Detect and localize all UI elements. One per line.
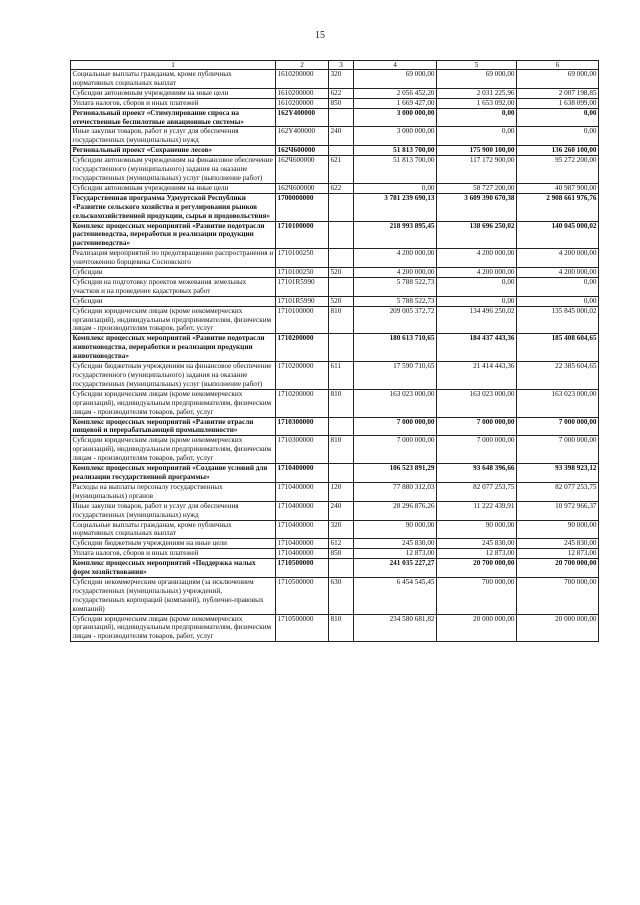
- amount-cell-col5: 184 437 443,36: [437, 334, 517, 362]
- amount-cell-col4: 3 781 239 690,13: [354, 193, 437, 221]
- row-name-cell: Государственная программа Удмуртской Республики «Развитие сельского хозяйства и регулирования рынков сельскохозяйственной продукции, сырья и продовольствия»: [71, 193, 276, 221]
- amount-cell-col4: 163 023 000,00: [354, 389, 437, 417]
- row-name-cell: Социальные выплаты гражданам, кроме публичных нормативных социальных выплат: [71, 520, 276, 539]
- expense-type-cell: 120: [329, 482, 354, 501]
- row-name-cell: Субсидии бюджетным учреждениям на финансовое обеспечение государственного (муниципального) задания на оказание государственных (муниципальных) услуг (выполнение работ): [71, 362, 276, 390]
- amount-cell-col5: 175 900 100,00: [437, 146, 517, 156]
- table-row: [71, 577, 599, 614]
- amount-cell-col5: 12 873,00: [437, 549, 517, 559]
- target-code-cell: 1710400000: [276, 520, 329, 539]
- amount-cell-col4: 218 993 895,45: [354, 221, 437, 249]
- table-row: [71, 614, 599, 642]
- table-row: [71, 549, 599, 559]
- amount-cell-col6: 7 000 000,00: [517, 436, 599, 464]
- target-code-cell: 1710300000: [276, 436, 329, 464]
- table-row: [71, 520, 599, 539]
- row-name-cell: Социальные выплаты гражданам, кроме публичных нормативных социальных выплат: [71, 70, 276, 89]
- expense-type-cell: [329, 559, 354, 578]
- table-row: [71, 277, 599, 296]
- row-name-cell: Комплекс процессных мероприятий «Развитие подотрасли растениеводства, переработки и реализации продукции растениеводства»: [71, 221, 276, 249]
- target-code-cell: 1610200000: [276, 98, 329, 108]
- amount-cell-col6: 95 272 200,00: [517, 156, 599, 184]
- target-code-cell: 162Ч600000: [276, 183, 329, 193]
- amount-cell-col6: 12 873,00: [517, 549, 599, 559]
- amount-cell-col6: 10 972 966,37: [517, 501, 599, 520]
- amount-cell-col4: 241 035 227,27: [354, 559, 437, 578]
- target-code-cell: 1710400000: [276, 539, 329, 549]
- amount-cell-col6: 40 987 900,00: [517, 183, 599, 193]
- amount-cell-col5: 7 000 000,00: [437, 417, 517, 436]
- table-row: [71, 98, 599, 108]
- amount-cell-col6: 4 200 000,00: [517, 268, 599, 278]
- target-code-cell: 1710100250: [276, 268, 329, 278]
- amount-cell-col6: 93 398 923,12: [517, 464, 599, 483]
- amount-cell-col6: 185 408 604,65: [517, 334, 599, 362]
- amount-cell-col4: 209 005 372,72: [354, 306, 437, 334]
- amount-cell-col5: 90 000,00: [437, 520, 517, 539]
- table-row: [71, 221, 599, 249]
- table-row: [71, 334, 599, 362]
- amount-cell-col6: 0,00: [517, 108, 599, 127]
- amount-cell-col4: 51 813 700,00: [354, 146, 437, 156]
- amount-cell-col5: 20 000 000,00: [437, 614, 517, 642]
- amount-cell-col6: 140 045 000,02: [517, 221, 599, 249]
- expense-type-cell: 850: [329, 98, 354, 108]
- table-row: [71, 306, 599, 334]
- expense-type-cell: 520: [329, 268, 354, 278]
- table-row: [71, 88, 599, 98]
- amount-cell-col4: 3 000 000,00: [354, 108, 437, 127]
- table-row: [71, 464, 599, 483]
- row-name-cell: Субсидии автономным учреждениям на иные цели: [71, 183, 276, 193]
- amount-cell-col6: 245 830,00: [517, 539, 599, 549]
- expense-type-cell: 850: [329, 549, 354, 559]
- table-row: [71, 539, 599, 549]
- amount-cell-col4: 51 813 700,00: [354, 156, 437, 184]
- expense-type-cell: 320: [329, 70, 354, 89]
- row-name-cell: Субсидии бюджетным учреждениям на иные цели: [71, 539, 276, 549]
- target-code-cell: 1710100000: [276, 221, 329, 249]
- column-header: 3: [329, 61, 354, 70]
- amount-cell-col4: 4 200 000,00: [354, 268, 437, 278]
- table-row: [71, 389, 599, 417]
- amount-cell-col6: 7 000 000,00: [517, 417, 599, 436]
- table-row: [71, 249, 599, 268]
- amount-cell-col4: 69 000,00: [354, 70, 437, 89]
- target-code-cell: 17101R5990: [276, 277, 329, 296]
- target-code-cell: 162Ч600000: [276, 156, 329, 184]
- amount-cell-col5: 20 700 000,00: [437, 559, 517, 578]
- table-row: [71, 296, 599, 306]
- row-name-cell: Уплата налогов, сборов и иных платежей: [71, 98, 276, 108]
- column-header: 1: [71, 61, 276, 70]
- row-name-cell: Уплата налогов, сборов и иных платежей: [71, 549, 276, 559]
- amount-cell-col4: 17 590 710,65: [354, 362, 437, 390]
- amount-cell-col5: 11 222 439,91: [437, 501, 517, 520]
- row-name-cell: Субсидии автономным учреждениям на финансовое обеспечение государственного (муниципального) задания на оказание государственных (муниципальных) услуг (выполнение работ): [71, 156, 276, 184]
- expense-type-cell: 630: [329, 577, 354, 614]
- row-name-cell: Субсидии автономным учреждениям на иные цели: [71, 88, 276, 98]
- amount-cell-col5: 0,00: [437, 277, 517, 296]
- amount-cell-col6: 0,00: [517, 296, 599, 306]
- amount-cell-col4: 6 454 545,45: [354, 577, 437, 614]
- row-name-cell: Комплекс процессных мероприятий «Развитие отрасли пищевой и перерабатывающей промышленности»: [71, 417, 276, 436]
- expense-type-cell: 810: [329, 389, 354, 417]
- amount-cell-col5: 7 000 000,00: [437, 436, 517, 464]
- table-header-row: [71, 61, 599, 70]
- amount-cell-col6: 136 260 100,00: [517, 146, 599, 156]
- target-code-cell: 1710400000: [276, 482, 329, 501]
- row-name-cell: Субсидии юридическим лицам (кроме некоммерческих организаций), индивидуальным предпринимателям, физическим лицам - производителям товаров, работ, услуг: [71, 614, 276, 642]
- amount-cell-col5: 700 000,00: [437, 577, 517, 614]
- amount-cell-col4: 28 296 876,26: [354, 501, 437, 520]
- expense-type-cell: 810: [329, 614, 354, 642]
- target-code-cell: 162Y400000: [276, 108, 329, 127]
- table-row: [71, 108, 599, 127]
- amount-cell-col4: 77 880 312,03: [354, 482, 437, 501]
- expense-type-cell: [329, 417, 354, 436]
- page-number: 15: [315, 30, 325, 41]
- amount-cell-col4: 245 830,00: [354, 539, 437, 549]
- amount-cell-col6: 0,00: [517, 127, 599, 146]
- amount-cell-col4: 180 613 710,65: [354, 334, 437, 362]
- amount-cell-col6: 135 845 000,02: [517, 306, 599, 334]
- table-row: [71, 482, 599, 501]
- row-name-cell: Комплекс процессных мероприятий «Создание условий для реализации государственной программы»: [71, 464, 276, 483]
- amount-cell-col5: 93 648 396,66: [437, 464, 517, 483]
- amount-cell-col6: 1 638 099,00: [517, 98, 599, 108]
- amount-cell-col5: 134 496 250,02: [437, 306, 517, 334]
- amount-cell-col6: 69 000,00: [517, 70, 599, 89]
- amount-cell-col5: 138 696 250,02: [437, 221, 517, 249]
- table-row: [71, 183, 599, 193]
- budget-table: [70, 60, 599, 642]
- table-row: [71, 559, 599, 578]
- expense-type-cell: 320: [329, 520, 354, 539]
- amount-cell-col5: 2 031 225,96: [437, 88, 517, 98]
- expense-type-cell: 622: [329, 183, 354, 193]
- amount-cell-col5: 58 727 200,00: [437, 183, 517, 193]
- amount-cell-col6: 20 700 000,00: [517, 559, 599, 578]
- target-code-cell: 1710500000: [276, 559, 329, 578]
- table-row: [71, 268, 599, 278]
- table-row: [71, 362, 599, 390]
- amount-cell-col6: 4 200 000,00: [517, 249, 599, 268]
- amount-cell-col5: 0,00: [437, 127, 517, 146]
- row-name-cell: Иные закупки товаров, работ и услуг для обеспечения государственных (муниципальных) нужд: [71, 501, 276, 520]
- column-header: 2: [276, 61, 329, 70]
- target-code-cell: 1610200000: [276, 70, 329, 89]
- amount-cell-col5: 4 200 000,00: [437, 249, 517, 268]
- expense-type-cell: 520: [329, 296, 354, 306]
- row-name-cell: Субсидия на подготовку проектов межевания земельных участков и на проведение кадастровых работ: [71, 277, 276, 296]
- amount-cell-col4: 12 873,00: [354, 549, 437, 559]
- amount-cell-col4: 106 523 891,29: [354, 464, 437, 483]
- amount-cell-col5: 3 609 390 670,38: [437, 193, 517, 221]
- table-row: [71, 417, 599, 436]
- table-row: [71, 70, 599, 89]
- amount-cell-col6: 163 023 000,00: [517, 389, 599, 417]
- amount-cell-col5: 0,00: [437, 296, 517, 306]
- target-code-cell: 1710500000: [276, 614, 329, 642]
- table-row: [71, 193, 599, 221]
- row-name-cell: Субсидии: [71, 296, 276, 306]
- target-code-cell: 1710400000: [276, 464, 329, 483]
- amount-cell-col5: 1 653 092,00: [437, 98, 517, 108]
- table-row: [71, 156, 599, 184]
- target-code-cell: 1710100250: [276, 249, 329, 268]
- amount-cell-col4: 90 000,00: [354, 520, 437, 539]
- target-code-cell: 1710400000: [276, 501, 329, 520]
- amount-cell-col4: 0,00: [354, 183, 437, 193]
- table-row: [71, 146, 599, 156]
- expense-type-cell: [329, 464, 354, 483]
- target-code-cell: 17101R5990: [276, 296, 329, 306]
- amount-cell-col4: 234 580 681,82: [354, 614, 437, 642]
- column-header: 4: [354, 61, 437, 70]
- expense-type-cell: 240: [329, 127, 354, 146]
- target-code-cell: 1700000000: [276, 193, 329, 221]
- target-code-cell: 1710300000: [276, 417, 329, 436]
- row-name-cell: Региональный проект «Сохранение лесов»: [71, 146, 276, 156]
- target-code-cell: 1710100000: [276, 306, 329, 334]
- expense-type-cell: [329, 334, 354, 362]
- amount-cell-col4: 1 669 427,00: [354, 98, 437, 108]
- row-name-cell: Субсидии юридическим лицам (кроме некоммерческих организаций), индивидуальным предпринимателям, физическим лицам - производителям товаров, работ, услуг: [71, 436, 276, 464]
- amount-cell-col5: 4 200 000,00: [437, 268, 517, 278]
- amount-cell-col5: 69 000,00: [437, 70, 517, 89]
- amount-cell-col4: 3 000 000,00: [354, 127, 437, 146]
- amount-cell-col4: 2 056 452,20: [354, 88, 437, 98]
- expense-type-cell: [329, 277, 354, 296]
- row-name-cell: Субсидии юридическим лицам (кроме некоммерческих организаций), индивидуальным предпринимателям, физическим лицам - производителям товаров, работ, услуг: [71, 389, 276, 417]
- target-code-cell: 162Ч600000: [276, 146, 329, 156]
- expense-type-cell: 621: [329, 156, 354, 184]
- table-row: [71, 436, 599, 464]
- amount-cell-col4: 5 788 522,73: [354, 296, 437, 306]
- expense-type-cell: 810: [329, 306, 354, 334]
- amount-cell-col6: 22 385 604,65: [517, 362, 599, 390]
- row-name-cell: Иные закупки товаров, работ и услуг для обеспечения государственных (муниципальных) нужд: [71, 127, 276, 146]
- target-code-cell: 1610200000: [276, 88, 329, 98]
- amount-cell-col6: 0,00: [517, 277, 599, 296]
- row-name-cell: Субсидии некоммерческим организациям (за исключением государственных (муниципальных) учреждений, государственных корпораций (компаний), публично-правовых компаний): [71, 577, 276, 614]
- expense-type-cell: [329, 193, 354, 221]
- amount-cell-col6: 20 000 000,00: [517, 614, 599, 642]
- target-code-cell: 1710200000: [276, 362, 329, 390]
- amount-cell-col4: 7 000 000,00: [354, 417, 437, 436]
- expense-type-cell: [329, 249, 354, 268]
- expense-type-cell: 810: [329, 436, 354, 464]
- amount-cell-col5: 82 077 253,75: [437, 482, 517, 501]
- amount-cell-col6: 2 908 661 976,76: [517, 193, 599, 221]
- expense-type-cell: [329, 221, 354, 249]
- amount-cell-col6: 700 000,00: [517, 577, 599, 614]
- row-name-cell: Субсидии: [71, 268, 276, 278]
- expense-type-cell: 611: [329, 362, 354, 390]
- target-code-cell: 1710200000: [276, 389, 329, 417]
- row-name-cell: Комплекс процессных мероприятий «Развитие подотрасли животноводства, переработки и реализации продукции животноводства»: [71, 334, 276, 362]
- amount-cell-col6: 82 077 253,75: [517, 482, 599, 501]
- expense-type-cell: [329, 108, 354, 127]
- target-code-cell: 1710500000: [276, 577, 329, 614]
- row-name-cell: Региональный проект «Стимулирование спроса на отечественные беспилотные авиационные системы»: [71, 108, 276, 127]
- amount-cell-col5: 21 414 443,36: [437, 362, 517, 390]
- amount-cell-col5: 117 172 900,00: [437, 156, 517, 184]
- amount-cell-col5: 163 023 000,00: [437, 389, 517, 417]
- row-name-cell: Комплекс процессных мероприятий «Поддержка малых форм хозяйствования»: [71, 559, 276, 578]
- amount-cell-col6: 90 000,00: [517, 520, 599, 539]
- table-body: [71, 70, 599, 642]
- amount-cell-col5: 245 830,00: [437, 539, 517, 549]
- column-header: 6: [517, 61, 599, 70]
- amount-cell-col6: 2 007 198,85: [517, 88, 599, 98]
- amount-cell-col4: 5 788 522,73: [354, 277, 437, 296]
- expense-type-cell: 622: [329, 88, 354, 98]
- target-code-cell: 162Y400000: [276, 127, 329, 146]
- expense-type-cell: [329, 146, 354, 156]
- row-name-cell: Расходы на выплаты персоналу государственных (муниципальных) органов: [71, 482, 276, 501]
- column-header: 5: [437, 61, 517, 70]
- row-name-cell: Субсидии юридическим лицам (кроме некоммерческих организаций), индивидуальным предпринимателям, физическим лицам - производителям товаров, работ, услуг: [71, 306, 276, 334]
- expense-type-cell: 612: [329, 539, 354, 549]
- table-row: [71, 501, 599, 520]
- table-row: [71, 127, 599, 146]
- target-code-cell: 1710400000: [276, 549, 329, 559]
- amount-cell-col4: 7 000 000,00: [354, 436, 437, 464]
- target-code-cell: 1710200000: [276, 334, 329, 362]
- expense-type-cell: 240: [329, 501, 354, 520]
- amount-cell-col5: 0,00: [437, 108, 517, 127]
- amount-cell-col4: 4 200 000,00: [354, 249, 437, 268]
- row-name-cell: Реализация мероприятий по предотвращению распространения и уничтожению борщевика Сосновского: [71, 249, 276, 268]
